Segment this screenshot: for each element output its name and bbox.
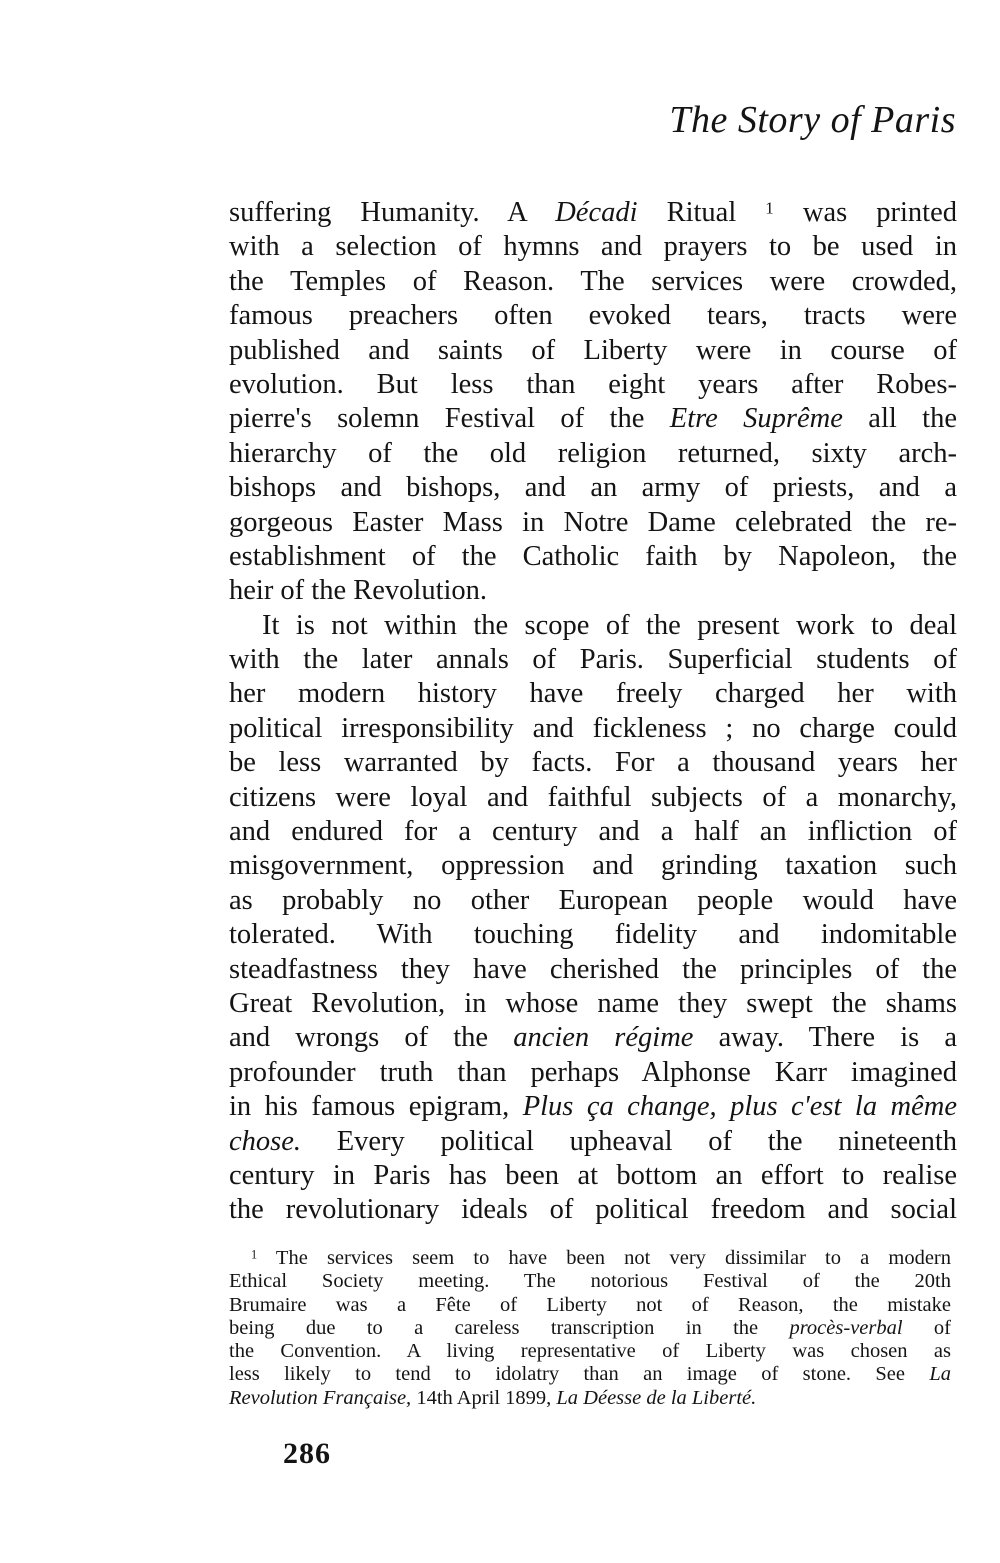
text-run: bishops and bishops, and an army of priests, and a [229, 472, 957, 504]
text-run: pierre's solemn Festival of the [229, 403, 670, 435]
text-run: all the [842, 403, 957, 435]
text-run: with the later annals of Paris. Superficial students of [229, 644, 957, 676]
text-run: profounder truth than perhaps Alphonse Karr imagined [229, 1056, 957, 1088]
body-line [229, 712, 957, 746]
body-line [229, 196, 957, 230]
text-run: Ethical Society meeting. The notorious Festival of the 20th [229, 1270, 951, 1293]
footnote [229, 1247, 951, 1410]
text-run: the revolutionary ideals of political freedom and social [229, 1194, 957, 1226]
body-line [229, 506, 957, 540]
footnote-line [229, 1270, 951, 1293]
text-run: century in Paris has been at bottom an effort to realise [229, 1159, 957, 1191]
footnote-line [229, 1363, 951, 1386]
text-run: famous preachers often evoked tears, tracts were [229, 300, 957, 332]
body-line [229, 1193, 957, 1227]
footnote-marker: 1 [765, 198, 774, 218]
text-run: her modern history have freely charged her with [229, 678, 957, 710]
italic-text: ancien régime [513, 1022, 694, 1054]
body-line [229, 987, 957, 1021]
text-run: Every political upheaval of the nineteenth [301, 1125, 957, 1157]
body-line [229, 849, 957, 883]
body-line [229, 918, 957, 952]
text-run: and wrongs of the [229, 1022, 514, 1054]
text-run: steadfastness they have cherished the principles of the [229, 953, 957, 985]
text-run: with a selection of hymns and prayers to be used in [229, 231, 957, 263]
text-run: misgovernment, oppression and grinding taxation such [229, 850, 957, 882]
body-line [229, 609, 957, 643]
footnote-line [229, 1317, 951, 1340]
text-run: It is not within the scope of the present work to deal [262, 609, 957, 641]
body-line [229, 746, 957, 780]
text-run: the Convention. A living representative of Liberty was chosen as [229, 1340, 951, 1363]
body-line [229, 368, 957, 402]
italic-text: Etre Suprême [669, 403, 843, 435]
text-run: The services seem to have been not very dissimilar to a modern [257, 1247, 951, 1269]
text-run: was printed [773, 197, 957, 228]
text-run: heir of the Revolution. [229, 575, 488, 607]
text-run: less likely to tend to idolatry than an image of stone. See [229, 1363, 930, 1386]
footnote-line [229, 1247, 951, 1270]
footnote-marker: 1 [251, 1247, 258, 1262]
italic-text: La [929, 1363, 951, 1386]
text-run: 14th April 1899, [411, 1386, 557, 1409]
text-run: in his famous epigram, [229, 1091, 523, 1123]
body-line [229, 437, 957, 471]
text-run: be less warranted by facts. For a thousand years her [229, 747, 957, 779]
footnote-line [229, 1387, 951, 1410]
text-run: gorgeous Easter Mass in Notre Dame celebrated the re- [229, 506, 957, 538]
body-line [229, 815, 957, 849]
text-run: suffering Humanity. A [229, 197, 556, 228]
text-run: Ritual [637, 197, 766, 228]
text-run: Great Revolution, in whose name they swept the shams [229, 987, 957, 1019]
italic-text: procès-verbal [789, 1316, 903, 1339]
italic-text: Décadi [555, 197, 638, 228]
body-line [229, 884, 957, 918]
footnote-line [229, 1294, 951, 1317]
body-line [229, 265, 957, 299]
body-line [229, 953, 957, 987]
text-run: Brumaire was a Fête of Liberty not of Reason, the mistake [229, 1293, 951, 1316]
body-line [229, 471, 957, 505]
body-line [229, 574, 957, 608]
text-run: evolution. But less than eight years after Robes- [229, 368, 957, 400]
text-run: being due to a careless transcription in the [229, 1316, 790, 1339]
body-line [229, 299, 957, 333]
body-line [229, 781, 957, 815]
body-line [229, 1056, 957, 1090]
body-line [229, 402, 957, 436]
page-number: 286 [283, 1437, 331, 1470]
body-line [229, 1021, 957, 1055]
text-run: as probably no other European people would have [229, 884, 957, 916]
footnote-line [229, 1340, 951, 1363]
body-line [229, 1125, 957, 1159]
text-run: the Temples of Reason. The services were crowded, [229, 265, 957, 297]
body-line [229, 540, 957, 574]
italic-text: La Déesse de la Liberté. [556, 1386, 757, 1409]
body-line [229, 643, 957, 677]
italic-text: Revolution Française, [229, 1386, 412, 1409]
text-run: published and saints of Liberty were in course of [229, 334, 957, 366]
body-line [229, 230, 957, 264]
text-run: and endured for a century and a half an infliction of [229, 816, 957, 848]
text-run: citizens were loyal and faithful subjects of a monarchy, [229, 781, 957, 813]
italic-text: chose. [229, 1125, 302, 1157]
text-run: political irresponsibility and fickleness ; no charge could [229, 712, 957, 744]
text-run: establishment of the Catholic faith by Napoleon, the [229, 540, 957, 572]
text-run: of [902, 1316, 951, 1339]
running-head: The Story of Paris [669, 99, 956, 141]
text-run: away. There is a [693, 1022, 957, 1054]
body-line [229, 334, 957, 368]
body-line [229, 677, 957, 711]
italic-text: Plus ça change, plus c'est la même [522, 1091, 957, 1123]
body-text [229, 196, 957, 1228]
text-run: hierarchy of the old religion returned, sixty arch- [229, 437, 957, 469]
body-line [229, 1090, 957, 1124]
body-line [229, 1159, 957, 1193]
text-run: tolerated. With touching fidelity and indomitable [229, 919, 957, 951]
